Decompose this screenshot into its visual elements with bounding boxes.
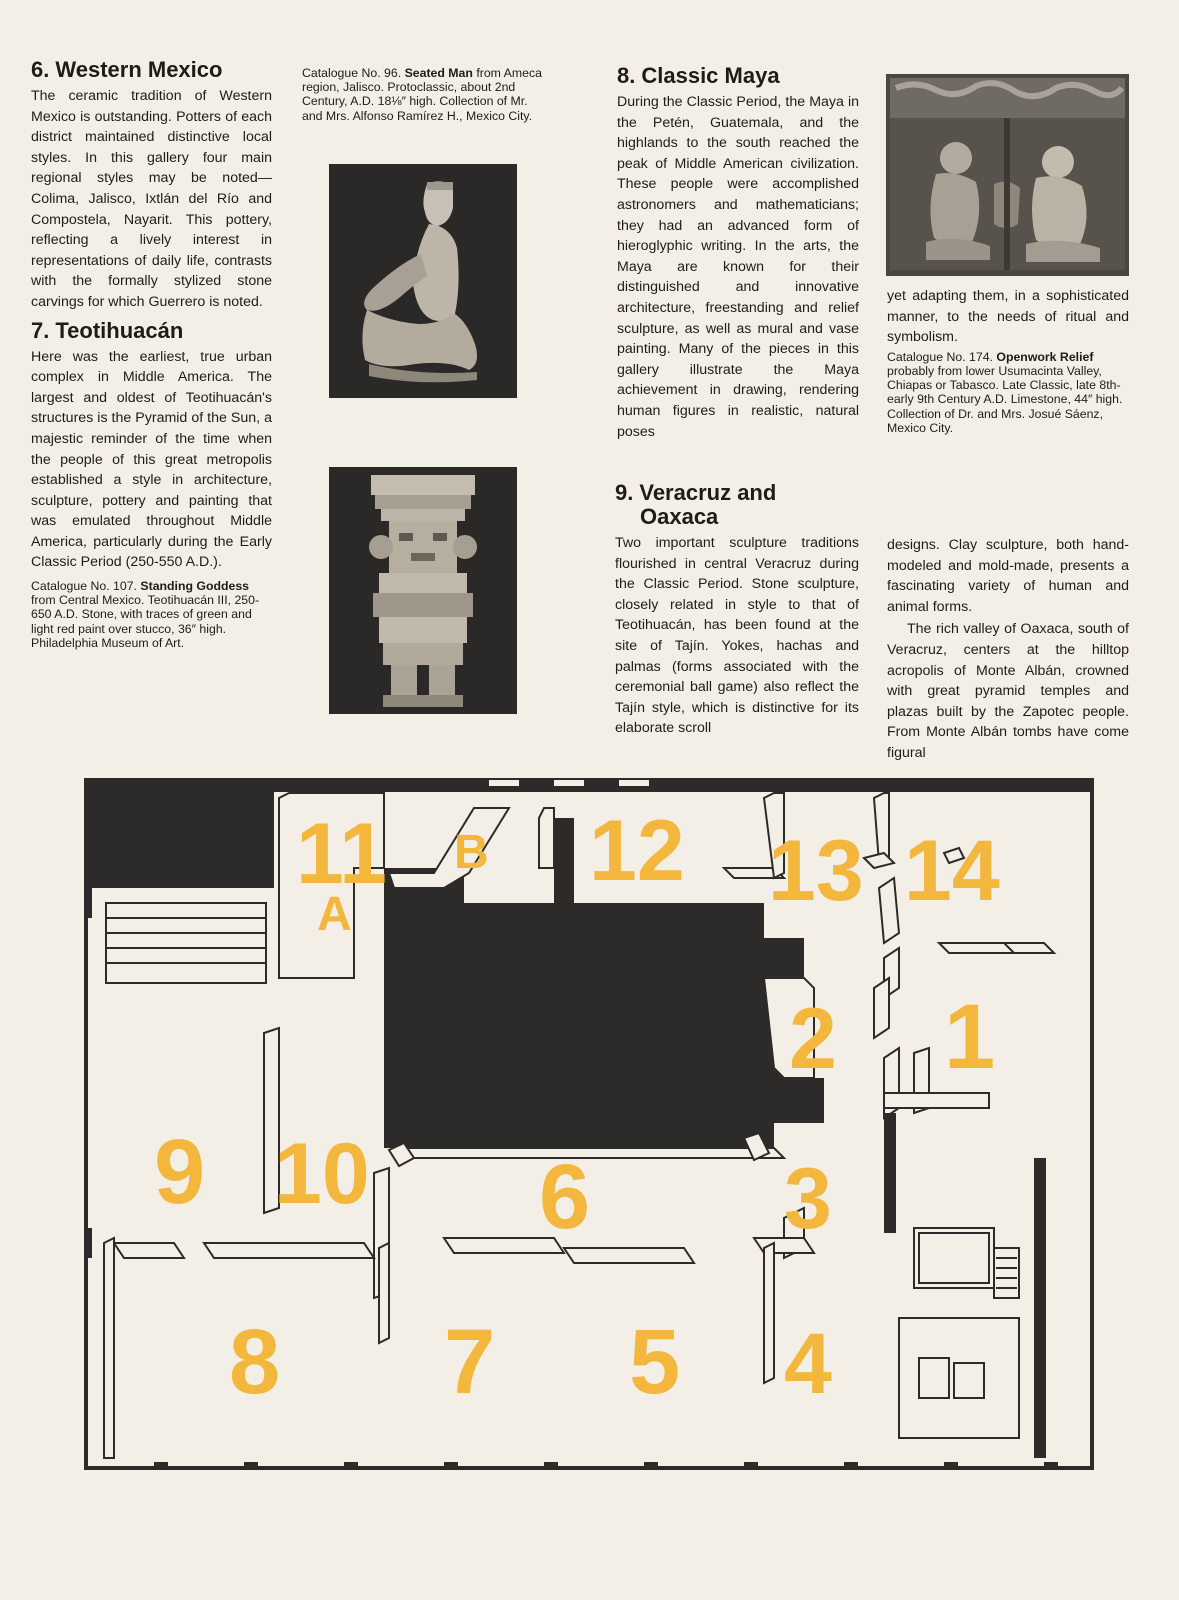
room-label-5: 5: [629, 1311, 681, 1413]
room-label-11: 11: [296, 806, 387, 902]
column-photos: [302, 66, 546, 123]
room-label-10: 10: [274, 1126, 370, 1222]
teotihuacan-text: Here was the earliest, true urban complex in Middle America. The largest and oldest of Teotihuacán's structures is the Pyramid of the Sun, a majestic reminder of the time when the people of this great metropolis established a style in architecture, sculpture, pottery and painting that was emulated throughout Middle America, particularly during the Early Classic Period (250-550 A.D.).: [31, 348, 272, 571]
heading-western-mexico: 6. Western Mexico: [31, 57, 223, 82]
classic-maya-text-cont: yet adapting them, in a sophisticated manner, to the needs of ritual and symbolism.: [887, 288, 1129, 346]
veracruz-text: Two important sculpture traditions flourished in central Veracruz during the Classic Period. Stone sculpture, closely related in style to that of Teotihuacán, has been found at the site of Tajín. Yokes, hachas and palmas (forms associated with the ceremonial ball game) also reflect the Tajín style, which is distinctive for its elaborate scroll: [615, 535, 859, 737]
room-label-3: 3: [784, 1151, 832, 1247]
room-label-b: B: [454, 826, 489, 879]
column-left: [31, 58, 272, 650]
room-label-a: A: [317, 888, 352, 941]
heading-teotihuacan: 7. Teotihuacán: [31, 317, 184, 343]
oaxaca-text: The rich valley of Oaxaca, south of Veracruz, centers at the hilltop acropolis of Monte Albán, crowned with great pyramid temples and plazas built by the Zapotec people. From Monte Albán tombs have come figural: [887, 621, 1129, 761]
western-mexico-text: The ceramic tradition of Western Mexico is outstanding. Potters of each district maintained distinctive local styles. In this gallery four main regional styles may be noted—Colima, Jalisco, Ixtlán del Río and Compostela, Nayarit. This pottery, reflecting a lively interest in representations of daily life, contrasts with the formally stylized stone carvings for which Guerrero is noted.: [31, 88, 272, 310]
openwork-relief-caption: Catalogue No. 174. Openwork Relief probably from lower Usumacinta Valley, Chiapas or Tabasco. Late Classic, late 8th-early 9th Century A.D. Limestone, 44″ high. Collection of Dr. and Mrs. Josué Sáenz, Mexico City.: [887, 349, 1123, 435]
openwork-relief-photo: [886, 74, 1129, 276]
room-label-7: 7: [444, 1311, 496, 1413]
room-label-1: 1: [944, 986, 996, 1088]
column-middle-right: [617, 64, 859, 442]
room-label-6: 6: [539, 1146, 591, 1248]
room-label-8: 8: [229, 1311, 281, 1413]
room-label-14: 14: [904, 823, 1000, 919]
room-label-9: 9: [154, 1121, 206, 1223]
column-right-lower: [887, 535, 1129, 764]
floor-plan-svg: [84, 778, 1094, 1470]
veracruz-text-cont: designs. Clay sculpture, both hand-modeled and mold-made, presents a fascinating variety of human and animal forms.: [887, 537, 1129, 615]
gallery-floor-plan: [84, 778, 1094, 1470]
room-label-4: 4: [784, 1316, 832, 1412]
room-label-2: 2: [789, 991, 837, 1087]
classic-maya-text: During the Classic Period, the Maya in the Petén, Guatemala, and the highlands to the south reached the peak of Middle American civilization. These people were accomplished astronomers and mathematicians; they had an advanced form of hieroglyphic writing. In the arts, the Maya are known for their distinguished and innovative architecture, freestanding and relief sculpture, as well as mural and vase painting. Many of the pieces in this gallery illustrate the Maya achievement in drawing, rendering human figures in realistic, natural poses: [617, 94, 859, 440]
column-right: [887, 286, 1129, 435]
room-label-12: 12: [589, 803, 685, 899]
standing-goddess-caption: Catalogue No. 107. Standing Goddess from Central Mexico. Teotihuacán III, 250-650 A.D. Stone, with traces of green and light red paint over stucco, 36″ high. Philadelphia Museum of Art.: [31, 579, 260, 650]
veracruz-heading-block: [615, 481, 859, 739]
seated-man-caption: Catalogue No. 96. Seated Man from Ameca region, Jalisco. Protoclassic, about 2nd Century, A.D. 18⅛″ high. Collection of Mr. and Mrs. Alfonso Ramírez H., Mexico City.: [302, 66, 542, 123]
seated-man-photo: [329, 164, 517, 398]
standing-goddess-photo: [329, 467, 517, 714]
room-label-13: 13: [768, 823, 864, 919]
heading-veracruz: 9. Veracruz and Oaxaca: [615, 480, 777, 529]
heading-classic-maya: 8. Classic Maya: [617, 63, 780, 88]
